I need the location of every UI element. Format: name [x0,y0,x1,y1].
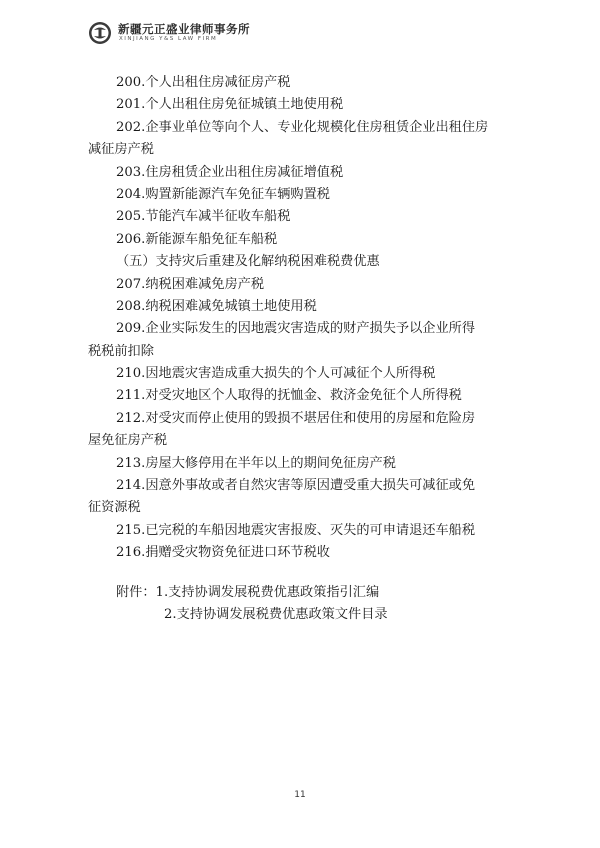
list-item: 212.对受灾而停止使用的毁损不堪居住和使用的房屋和危险房 [116,410,476,426]
list-item: 214.因意外事故或者自然灾害等原因遭受重大损失可减征或免 [116,478,476,494]
firm-name-cn: 新疆元正盛业律师事务所 [118,22,250,36]
document-body [88,72,520,626]
firm-name-en: XINJIANG Y&S LAW FIRM [119,36,218,42]
list-item: 209.企业实际发生的因地震灾害造成的财产损失予以企业所得 [116,321,476,337]
section-heading: （五）支持灾后重建及化解纳税困难税费优惠 [116,254,380,270]
spacer [88,565,520,582]
list-item: 203.住房租赁企业出租住房减征增值税 [116,164,344,180]
attachment-line-2: 2.支持协调发展税费优惠政策文件目录 [164,606,388,622]
list-item: 215.已完税的车船因地震灾害报废、灭失的可申请退还车船税 [116,522,476,538]
page-number: 11 [294,790,306,800]
list-item: 200.个人出租住房减征房产税 [116,75,291,90]
attachment-line-1: 附件：1.支持协调发展税费优惠政策指引汇编 [116,584,380,600]
list-item-continuation: 屋免征房产税 [88,433,168,449]
list-item: 211.对受灾地区个人取得的抚恤金、救济金免征个人所得税 [116,388,462,404]
list-item: 208.纳税困难减免城镇土地使用税 [116,298,317,314]
list-item: 202.企事业单位等向个人、专业化规模化住房租赁企业出租住房 [116,119,489,135]
list-item: 216.捐赠受灾物资免征进口环节税收 [116,545,330,561]
list-item: 204.购置新能源汽车免征车辆购置税 [116,186,330,202]
firm-logo-icon [88,21,112,45]
list-item: 206.新能源车船免征车船税 [116,231,278,247]
list-item: 205.节能汽车减半征收车船税 [116,209,291,225]
document-header [88,18,388,48]
list-item-continuation: 减征房产税 [88,142,154,158]
list-item: 210.因地震灾害造成重大损失的个人可减征个人所得税 [116,366,436,382]
list-item: 201.个人出租住房免征城镇土地使用税 [116,97,344,113]
list-item: 213.房屋大修停用在半年以上的期间免征房产税 [116,455,396,471]
list-item-continuation: 征资源税 [88,500,141,516]
list-item-continuation: 税税前扣除 [88,343,154,359]
list-item: 207.纳税困难减免房产税 [116,276,265,292]
